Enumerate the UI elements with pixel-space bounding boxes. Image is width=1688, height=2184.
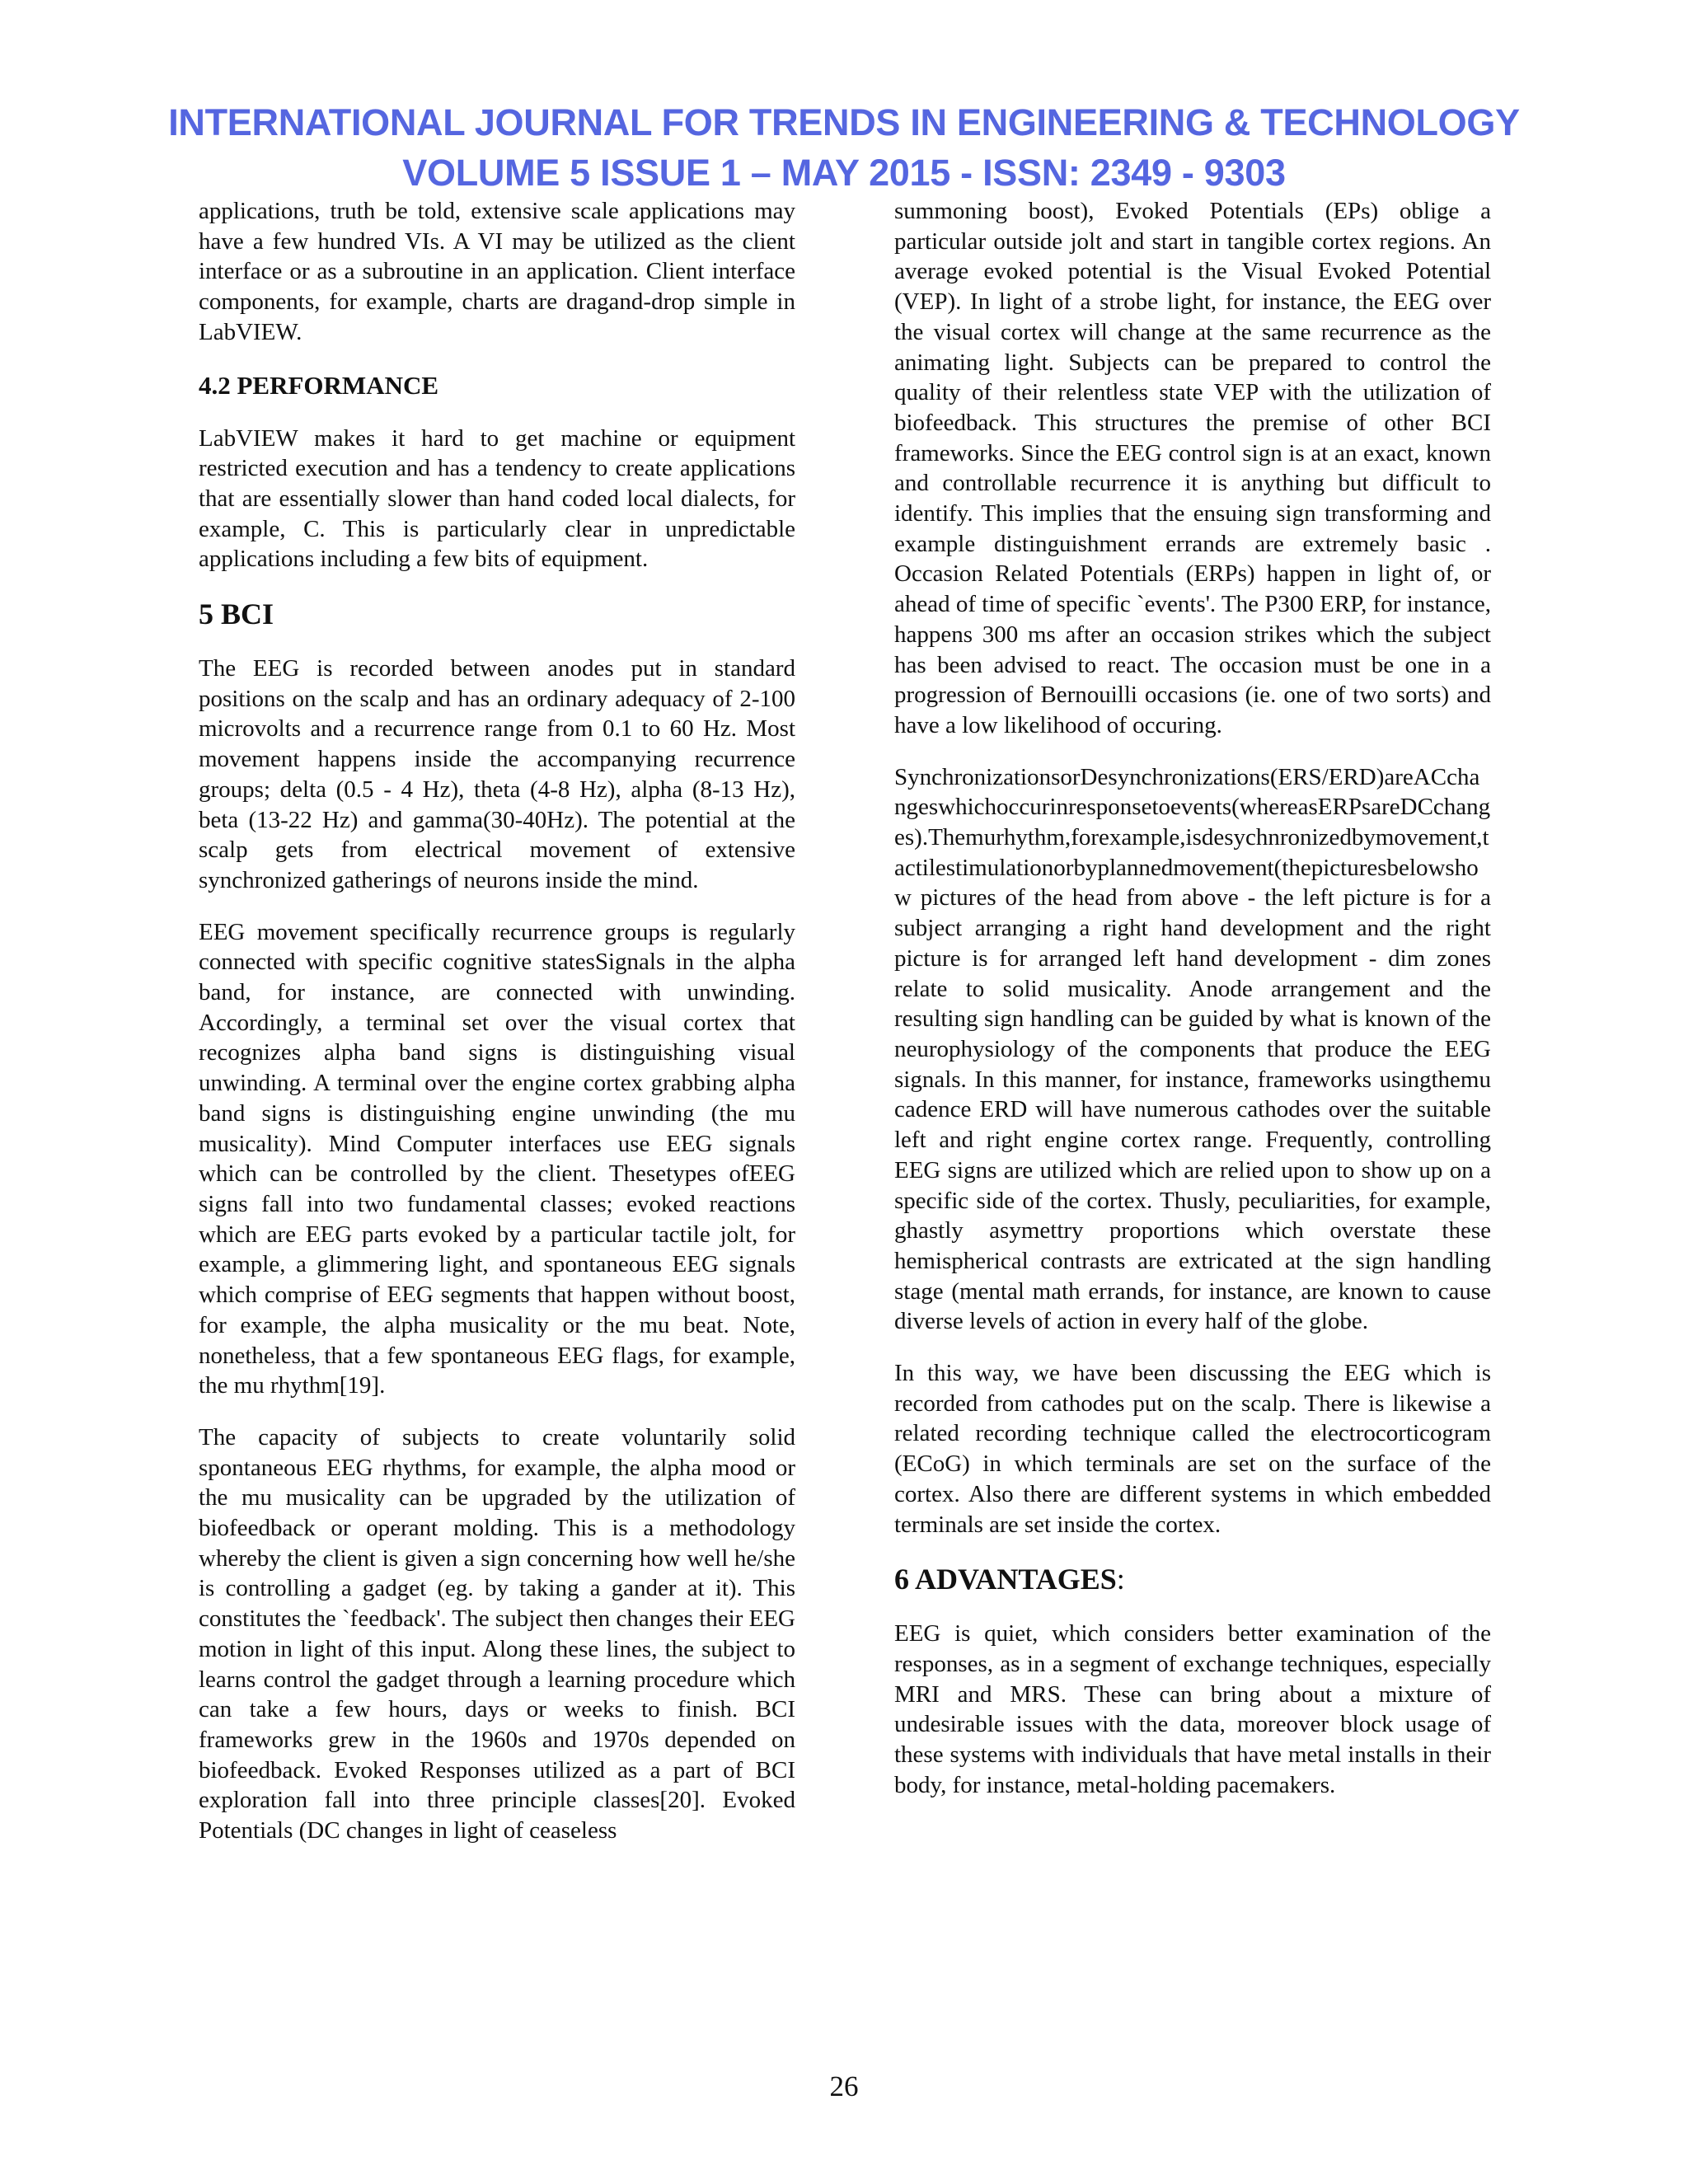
right-column xyxy=(894,196,1491,1821)
paragraph xyxy=(894,762,1491,1337)
section-heading-performance: 4.2 PERFORMANCE xyxy=(199,370,439,400)
paragraph-continuation: pictures of the head from above - the left picture is for a subject arranging a right hand development and the right picture is for arranged left hand development - dim zones relate to solid musicality. Anode arrangement and the resulting sign handling can be guided by what is known of the neurophysiology of the components that produce the EEG signals. In this manner, for instance, frameworks usingthemu cadence ERD will have numerous cathodes over the suitable left and right engine cortex range. Frequently, controlling EEG signs are utilized which are relied upon to show up on a specific side of the cortex. Thusly, peculiarities, for example, ghastly asymettry proportions which overstate these hemispherical contrasts are extricated at the sign handling stage (mental math errands, for instance, are known to cause diverse levels of action in every half of the globe. xyxy=(894,884,1491,1335)
journal-title: INTERNATIONAL JOURNAL FOR TRENDS IN ENGINEERING & TECHNOLOGY xyxy=(168,101,1520,143)
page-number: 26 xyxy=(829,2070,859,2102)
paragraph: EEG is quiet, which considers better examination of the responses, as in a segment of exchange techniques, especially MRI and MRS. These can bring about a mixture of undesirable issues with the data, moreover block usage of these systems with individuals that have metal installs in their body, for instance, metal-holding pacemakers. xyxy=(894,1620,1491,1798)
paragraph: The capacity of subjects to create voluntarily solid spontaneous EEG rhythms, for example, the alpha mood or the mu musicality can be upgraded by the utilization of biofeedback or operant molding. This is a methodology whereby the client is given a sign concerning how well he/she is controlling a gadget (eg. by taking a gander at it). This constitutes the `feedback'. The subject then changes their EEG motion in light of this input. Along these lines, the subject to learns control the gadget through a learning procedure which can take a few hours, days or weeks to finish. BCI frameworks grew in the 1960s and 1970s depended on biofeedback. Evoked Responses utilized as a part of BCI exploration fall into three principle classes[20]. Evoked Potentials (DC changes in light of ceaseless xyxy=(199,1423,795,1844)
paragraph: applications, truth be told, extensive scale applications may have a few hundred VIs. A VI may be utilized as the client interface or as a subroutine in an application. Client interface components, for example, charts are dragand-drop simple in LabVIEW. xyxy=(199,198,795,345)
paragraph: EEG movement specifically recurrence groups is regularly connected with specific cognitive statesSignals in the alpha band, for instance, are connected with unwinding. Accordingly, a terminal set over the visual cortex that recognizes alpha band signs is distinguishing visual unwinding. A terminal over the engine cortex grabbing alpha band signs is distinguishing engine unwinding (the mu musicality). Mind Computer interfaces use EEG signals which can be controlled by the client. Thesetypes ofEEG signs fall into two fundamental classes; evoked reactions which are EEG parts evoked by a particular tactile jolt, for example, a glimmering light, and spontaneous EEG signals which comprise of EEG segments that happen without boost, for example, the alpha musicality or the mu beat. Note, nonetheless, that a few spontaneous EEG flags, for example, the mu rhythm[19]. xyxy=(199,918,795,1399)
paragraph: LabVIEW makes it hard to get machine or equipment restricted execution and has a tendency to create applications that are essentially slower than hand coded local dialects, for example, C. This is particularly clear in unpredictable applications including a few bits of equipment. xyxy=(199,424,795,573)
run-on-text: SynchronizationsorDesynchronizations(ERS/ERD)areACchangeswhichoccurinresponsetoevents(whereasERPsareDCchanges).Themurhythm,forexample,isdesychnronizedbymovement,tactilestimulationorbyplannedmovement(thepicturesbelowshow xyxy=(894,763,1491,912)
paragraph: summoning boost), Evoked Potentials (EPs) oblige a particular outside jolt and start in tangible cortex regions. An average evoked potential is the Visual Evoked Potential (VEP). In light of a strobe light, for instance, the EEG over the visual cortex will change at the same recurrence as the animating light. Subjects can be prepared to control the quality of their relentless state VEP with the utilization of biofeedback. This structures the premise of other BCI frameworks. Since the EEG control sign is at an exact, known and controllable recurrence it is anything but difficult to identify. This implies that the ensuing sign transforming and example distinguishment errands are extremely basic . Occasion Related Potentials (ERPs) happen in light of, or ahead of time of specific `events'. The P300 ERP, for instance, happens 300 ms after an occasion strikes which the subject has been advised to react. The occasion must be one in a progression of Bernouilli occasions (ie. one of two sorts) and have a low likelihood of occuring. xyxy=(894,198,1491,738)
left-column xyxy=(199,196,795,1868)
section-heading-advantages xyxy=(894,1561,1491,1597)
paragraph: In this way, we have been discussing the EEG which is recorded from cathodes put on the scalp. There is likewise a related recording technique called the electrocorticogram (ECoG) in which terminals are set on the surface of the cortex. Also there are different systems in which embedded terminals are set inside the cortex. xyxy=(894,1360,1491,1538)
heading-colon: : xyxy=(1116,1563,1125,1596)
heading-text: 6 ADVANTAGES xyxy=(894,1563,1117,1596)
section-heading-bci: 5 BCI xyxy=(199,598,274,631)
journal-volume-issue: VOLUME 5 ISSUE 1 – MAY 2015 - ISSN: 2349 - 9303 xyxy=(402,152,1286,194)
journal-header xyxy=(0,97,1688,198)
paragraph: The EEG is recorded between anodes put in standard positions on the scalp and has an ordinary adequacy of 2-100 microvolts and a recurrence range from 0.1 to 60 Hz. Most movement happens inside the accompanying recurrence groups; delta (0.5 - 4 Hz), theta (4-8 Hz), alpha (8-13 Hz), beta (13-22 Hz) and gamma(30-40Hz). The potential at the scalp gets from electrical movement of extensive synchronized gatherings of neurons inside the mind. xyxy=(199,655,795,893)
